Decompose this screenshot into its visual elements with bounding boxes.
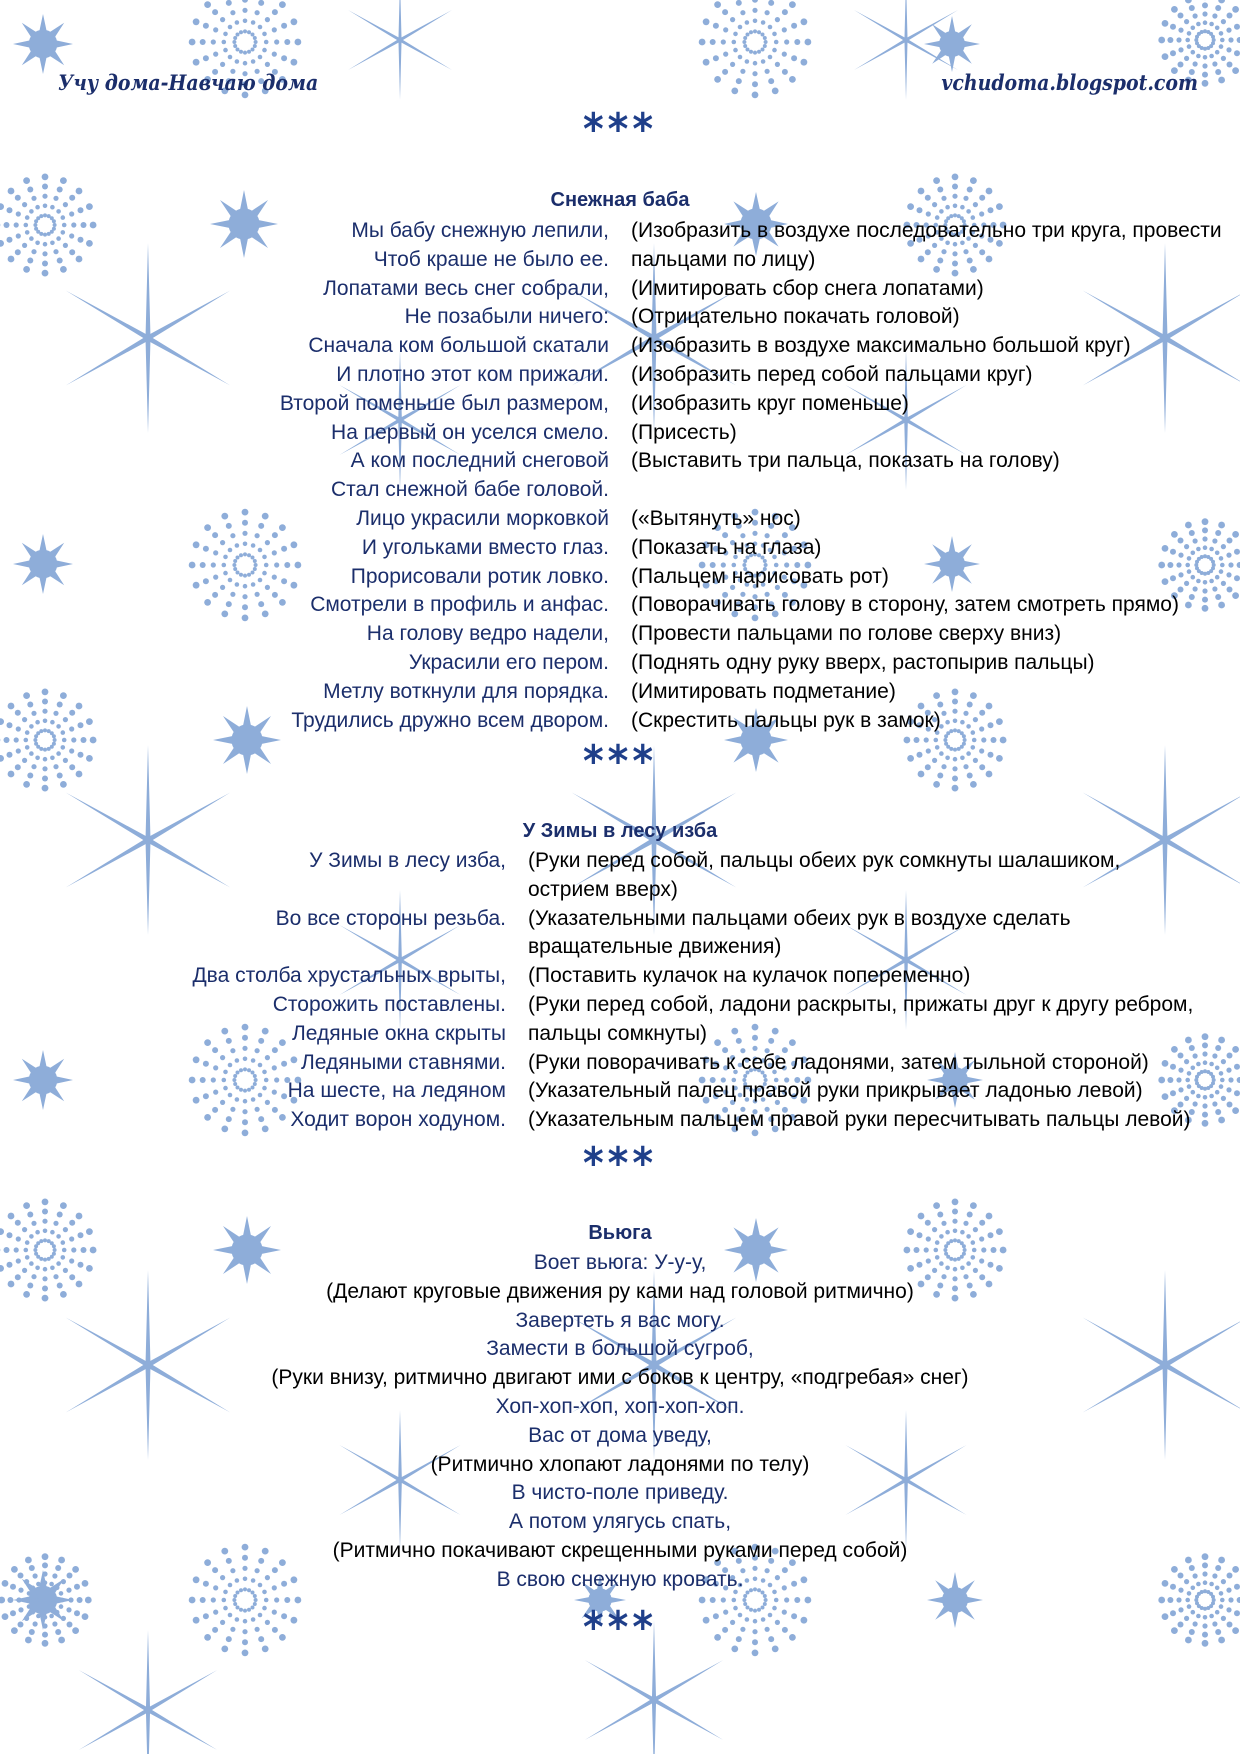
poem-line [0,1076,1240,1105]
verse-text: На шесте, на ледяном [287,1079,506,1103]
verse-text: На первый он уселся смело. [331,420,609,444]
verse-text: Метлу воткнули для порядка. [323,679,609,703]
poem-line [0,533,1240,562]
action-text: острием вверх) [528,877,678,901]
action-text: (Отрицательно покачать головой) [631,305,960,329]
verse-text: Не позабыли ничего: [404,305,609,329]
verse-text: А ком последний снеговой [350,449,609,473]
action-text: (Провести пальцами по голове сверху вниз) [631,622,1062,646]
poem-line [0,446,1240,475]
action-text: (Присесть) [631,420,737,444]
verse-text: Лицо украсили морковкой [356,507,609,530]
action-text: (Ритмично хлопают ладонями по телу) [430,1452,810,1476]
verse-text: В свою снежную кровать. [496,1567,744,1591]
action-text: (Указательными пальцами обеих рук в воздухе сделать [528,906,1071,930]
verse-text: Лопатами весь снег собрали, [323,276,609,300]
poem-line [0,274,1240,303]
verse-text: Во все стороны резьба. [275,906,506,930]
verse-text: Ходит ворон ходуном. [290,1108,506,1132]
separator-stars: *** [582,104,658,155]
verse-text: Сторожить поставлены. [272,993,506,1016]
poem-line [0,1048,1240,1077]
poem-line [0,706,1240,735]
action-text: (Поворачивать голову в сторону, затем смотреть прямо) [631,593,1179,617]
action-text: (Указательным пальцем правой руки пересчитывать пальцы левой) [528,1108,1191,1132]
action-text: (Изобразить перед собой пальцами круг) [631,363,1033,386]
poem-line [0,961,1240,990]
poem-line [0,245,1240,274]
verse-text: Воет вьюга: У-у-у, [533,1251,707,1274]
separator-stars: *** [582,1602,658,1653]
action-text: (Скрестить пальцы рук в замок) [631,708,941,732]
action-text: (Имитировать подметание) [631,679,896,703]
verse-text: На голову ведро надели, [366,622,609,646]
verse-text: Хоп-хоп-хоп, хоп-хоп-хоп. [495,1395,745,1418]
poem-line [0,302,1240,331]
verse-text: Прорисовали ротик ловко. [350,564,609,588]
verse-text: У Зимы в лесу изба, [309,849,506,872]
poem-line [0,475,1240,504]
poem-line [0,216,1240,245]
action-text: (Руки поворачивать к себе ладонями, затем тыльной стороной) [528,1050,1149,1074]
action-text: (Делают круговые движения ру ками над головой ритмично) [326,1279,914,1303]
action-text: (Изобразить в воздухе последовательно три круга, провести [631,219,1222,242]
poem-line [0,875,1240,904]
verse-text: Второй поменьше был размером, [279,391,609,415]
verse-text: А потом улягусь спать, [508,1510,732,1534]
site-brand-left: Учу дома-Навчаю дома [58,70,319,95]
action-text: («Вытянуть» нос) [631,507,801,530]
verse-text: Ледяные окна скрыты [292,1021,506,1045]
action-text: (Выставить три пальца, показать на голову) [631,449,1060,473]
verse-text: Вас от дома уведу, [528,1423,712,1447]
poem-line [0,932,1240,961]
poem-title-u-zimy: У Зимы в лесу изба [522,820,718,842]
poem-line [0,619,1240,648]
poem-line [0,1019,1240,1048]
separator-stars: *** [582,1138,658,1189]
action-text: пальцы сомкнуты) [528,1021,708,1045]
verse-text: Трудились дружно всем двором. [291,708,609,732]
verse-text: Украсили его пером. [408,651,609,674]
verse-text: Стал снежной бабе головой. [330,478,609,502]
poem-line [0,504,1240,533]
verse-text: И угольками вместо глаз. [361,535,609,559]
poem-line [0,648,1240,677]
poem-line [0,418,1240,447]
poem-line [0,1105,1240,1134]
action-text: (Ритмично покачивают скрещенными руками перед собой) [332,1539,908,1562]
action-text: пальцами по лицу) [631,247,816,271]
poem-line [0,360,1240,389]
verse-text: И плотно этот ком прижали. [336,363,609,386]
verse-text: Два столба хрустальных врыты, [192,964,506,988]
action-text: (Указательный палец правой руки прикрывает ладонью левой) [528,1079,1143,1103]
verse-text: В чисто-поле приведу. [511,1481,729,1505]
verse-text: Завертеть я вас могу. [515,1308,725,1332]
poem-line [0,846,1240,875]
separator-stars: *** [582,736,658,787]
action-text: (Изобразить в воздухе максимально большой круг) [631,334,1131,358]
poem-title-snezhnaya-baba: Снежная баба [550,189,690,211]
action-text: (Имитировать сбор снега лопатами) [631,276,984,300]
verse-text: Ледяными ставнями. [300,1050,506,1074]
poem-line [0,677,1240,706]
poem-line [0,904,1240,933]
action-text: (Руки перед собой, ладони раскрыты, прижаты друг к другу ребром, [528,993,1194,1016]
action-text: (Поставить кулачок на кулачок попеременно) [528,964,971,988]
poem-line [0,990,1240,1019]
action-text: (Показать на глаза) [631,535,822,559]
site-url: vchudoma.blogspot.com [941,70,1198,95]
poem-line [0,562,1240,591]
poem-line [0,331,1240,360]
poem-line [0,590,1240,619]
action-text: вращательные движения) [528,935,782,959]
poem-line [0,389,1240,418]
verse-text: Замести в большой сугроб, [486,1337,754,1361]
action-text: (Изобразить круг поменьше) [631,391,909,415]
verse-text: Сначала ком большой скатали [308,334,609,358]
action-text: (Поднять одну руку вверх, растопырив пальцы) [631,651,1095,674]
verse-text: Чтоб краше не было ее. [373,247,609,271]
verse-text: Смотрели в профиль и анфас. [310,593,609,617]
action-text: (Руки перед собой, пальцы обеих рук сомкнуты шалашиком, [528,849,1121,872]
action-text: (Руки внизу, ритмично двигают ими с боков к центру, «подгребая» снег) [271,1366,969,1390]
verse-text: Мы бабу снежную лепили, [351,219,609,242]
action-text: (Пальцем нарисовать рот) [631,564,889,588]
poem-title-vyuga: Вьюга [588,1222,652,1244]
